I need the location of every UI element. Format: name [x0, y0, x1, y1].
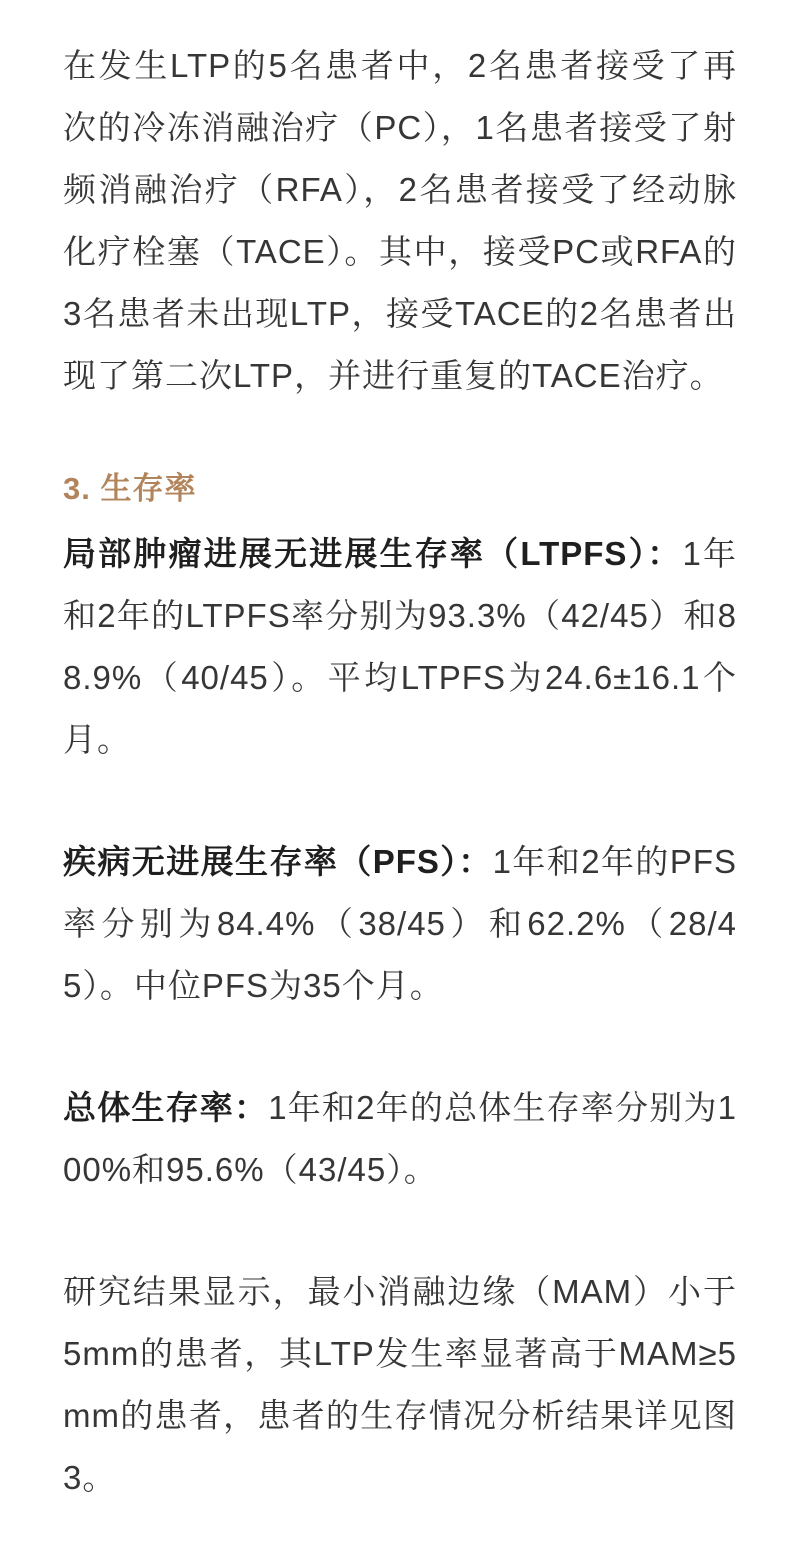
ltpfs-lead-label: 局部肿瘤进展无进展生存率（LTPFS）： — [63, 535, 683, 572]
overall-survival-body-text: 1年和2年的总体生存率分别为100%和95.6%（43/45）。 — [63, 1089, 738, 1188]
paragraph-ltpfs — [63, 523, 737, 771]
paragraph-overall-survival — [63, 1077, 737, 1201]
pfs-body-text: 1年和2年的PFS率分别为84.4%（38/45）和62.2%（28/45）。中位PFS为35个月。 — [63, 843, 737, 1004]
pfs-lead-label: 疾病无进展生存率（PFS）： — [63, 843, 493, 880]
paragraph-mam-conclusion: 研究结果显示，最小消融边缘（MAM）小于5mm的患者，其LTP发生率显著高于MAM≥5mm的患者，患者的生存情况分析结果详见图3。 — [63, 1273, 737, 1496]
section-heading-survival-rate: 3. 生存率 — [63, 471, 197, 506]
overall-survival-lead-label: 总体生存率： — [63, 1089, 269, 1126]
ltpfs-body-text: 1年和2年的LTPFS率分别为93.3%（42/45）和88.9%（40/45）。平均LTPFS为24.6±16.1个月。 — [63, 535, 738, 758]
paragraph-pfs — [63, 831, 737, 1017]
paragraph-ltp-retreatment: 在发生LTP的5名患者中，2名患者接受了再次的冷冻消融治疗（PC），1名患者接受了射频消融治疗（RFA），2名患者接受了经动脉化疗栓塞（TACE）。其中，接受PC或RFA的3名患者未出现LTP，接受TACE的2名患者出现了第二次LTP，并进行重复的TACE治疗。 — [63, 47, 737, 394]
